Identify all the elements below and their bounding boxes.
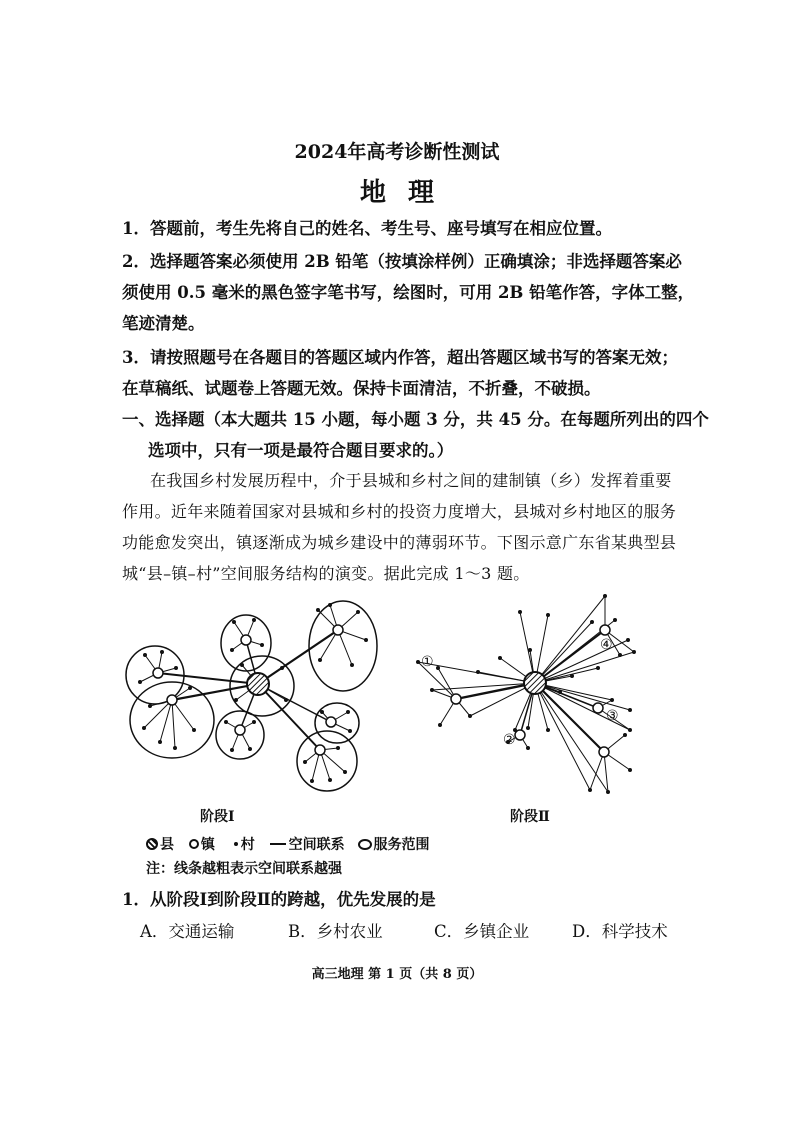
marker-3 — [606, 708, 619, 724]
subject-title: 地理 — [359, 178, 456, 208]
range-symbol — [358, 839, 372, 850]
instruction-2b: 须使用 0.5 毫米的黑色签字笔书写，绘图时，可用 2B 铅笔作答，字体工整， — [122, 283, 695, 302]
svg-text:②: ② — [503, 732, 516, 748]
figure-note: 注：线条越粗表示空间联系越强 — [146, 861, 342, 877]
option-b: B．乡村农业 — [288, 922, 383, 941]
stage-1-label: 阶段Ⅰ — [200, 809, 235, 825]
village-symbol — [234, 842, 238, 846]
legend-town: 镇 — [200, 837, 215, 853]
passage-line-3: 功能愈发突出，镇逐渐成为城乡建设中的薄弱环节。下图示意广东省某典型县 — [122, 533, 677, 552]
section-heading: 一、选择题（本大题共 15 小题，每小题 3 分，共 45 分。在每题所列出的四个 — [122, 410, 709, 429]
passage-line-4: 城“县–镇–村”空间服务结构的演变。据此完成 1～3 题。 — [122, 564, 530, 583]
structure-diagram — [110, 585, 670, 810]
marker-1 — [421, 654, 434, 670]
option-c: C．乡镇企业 — [434, 922, 530, 941]
marker-2 — [503, 732, 516, 748]
instruction-3a: 3．请按照题号在各题目的答题区域内作答，超出答题区域书写的答案无效； — [122, 348, 678, 367]
stage-2-diagram — [416, 594, 636, 794]
svg-text:①: ① — [421, 654, 434, 670]
exam-title: 2024年高考诊断性测试 — [294, 141, 500, 163]
stage-1-diagram — [126, 601, 377, 791]
instruction-2a: 2．选择题答案必须使用 2B 铅笔（按填涂样例）正确填涂；非选择题答案必 — [122, 252, 682, 271]
marker-4 — [600, 637, 613, 653]
link-symbol — [270, 843, 286, 845]
option-d: D．科学技术 — [572, 922, 668, 941]
stage-2-label: 阶段Ⅱ — [510, 809, 550, 825]
svg-text:④: ④ — [600, 637, 613, 653]
legend-county: 县 — [160, 837, 174, 853]
town-symbol — [189, 839, 199, 849]
figure-legend — [146, 834, 430, 854]
legend-village: 村 — [240, 837, 255, 853]
question-1-stem: 1．从阶段Ⅰ到阶段Ⅱ的跨越，优先发展的是 — [122, 890, 436, 909]
passage-line-2: 作用。近年来随着国家对县城和乡村的投资力度增大，县城对乡村地区的服务 — [122, 502, 677, 521]
passage-line-1: 在我国乡村发展历程中，介于县城和乡村之间的建制镇（乡）发挥着重要 — [150, 471, 672, 490]
legend-range: 服务范围 — [373, 837, 430, 853]
svg-text:③: ③ — [606, 708, 619, 724]
instruction-1: 1．答题前，考生先将自己的姓名、考生号、座号填写在相应位置。 — [122, 219, 612, 238]
page-footer: 高三地理 第 1 页（共 8 页） — [311, 967, 483, 982]
instruction-2c: 笔迹清楚。 — [122, 314, 205, 333]
county-symbol — [146, 838, 158, 850]
instruction-3b: 在草稿纸、试题卷上答题无效。保持卡面清洁，不折叠，不破损。 — [122, 379, 601, 398]
section-heading-cont: 选项中，只有一项是最符合题目要求的。） — [148, 441, 454, 460]
legend-link: 空间联系 — [288, 837, 345, 853]
option-a: A．交通运输 — [140, 922, 235, 941]
